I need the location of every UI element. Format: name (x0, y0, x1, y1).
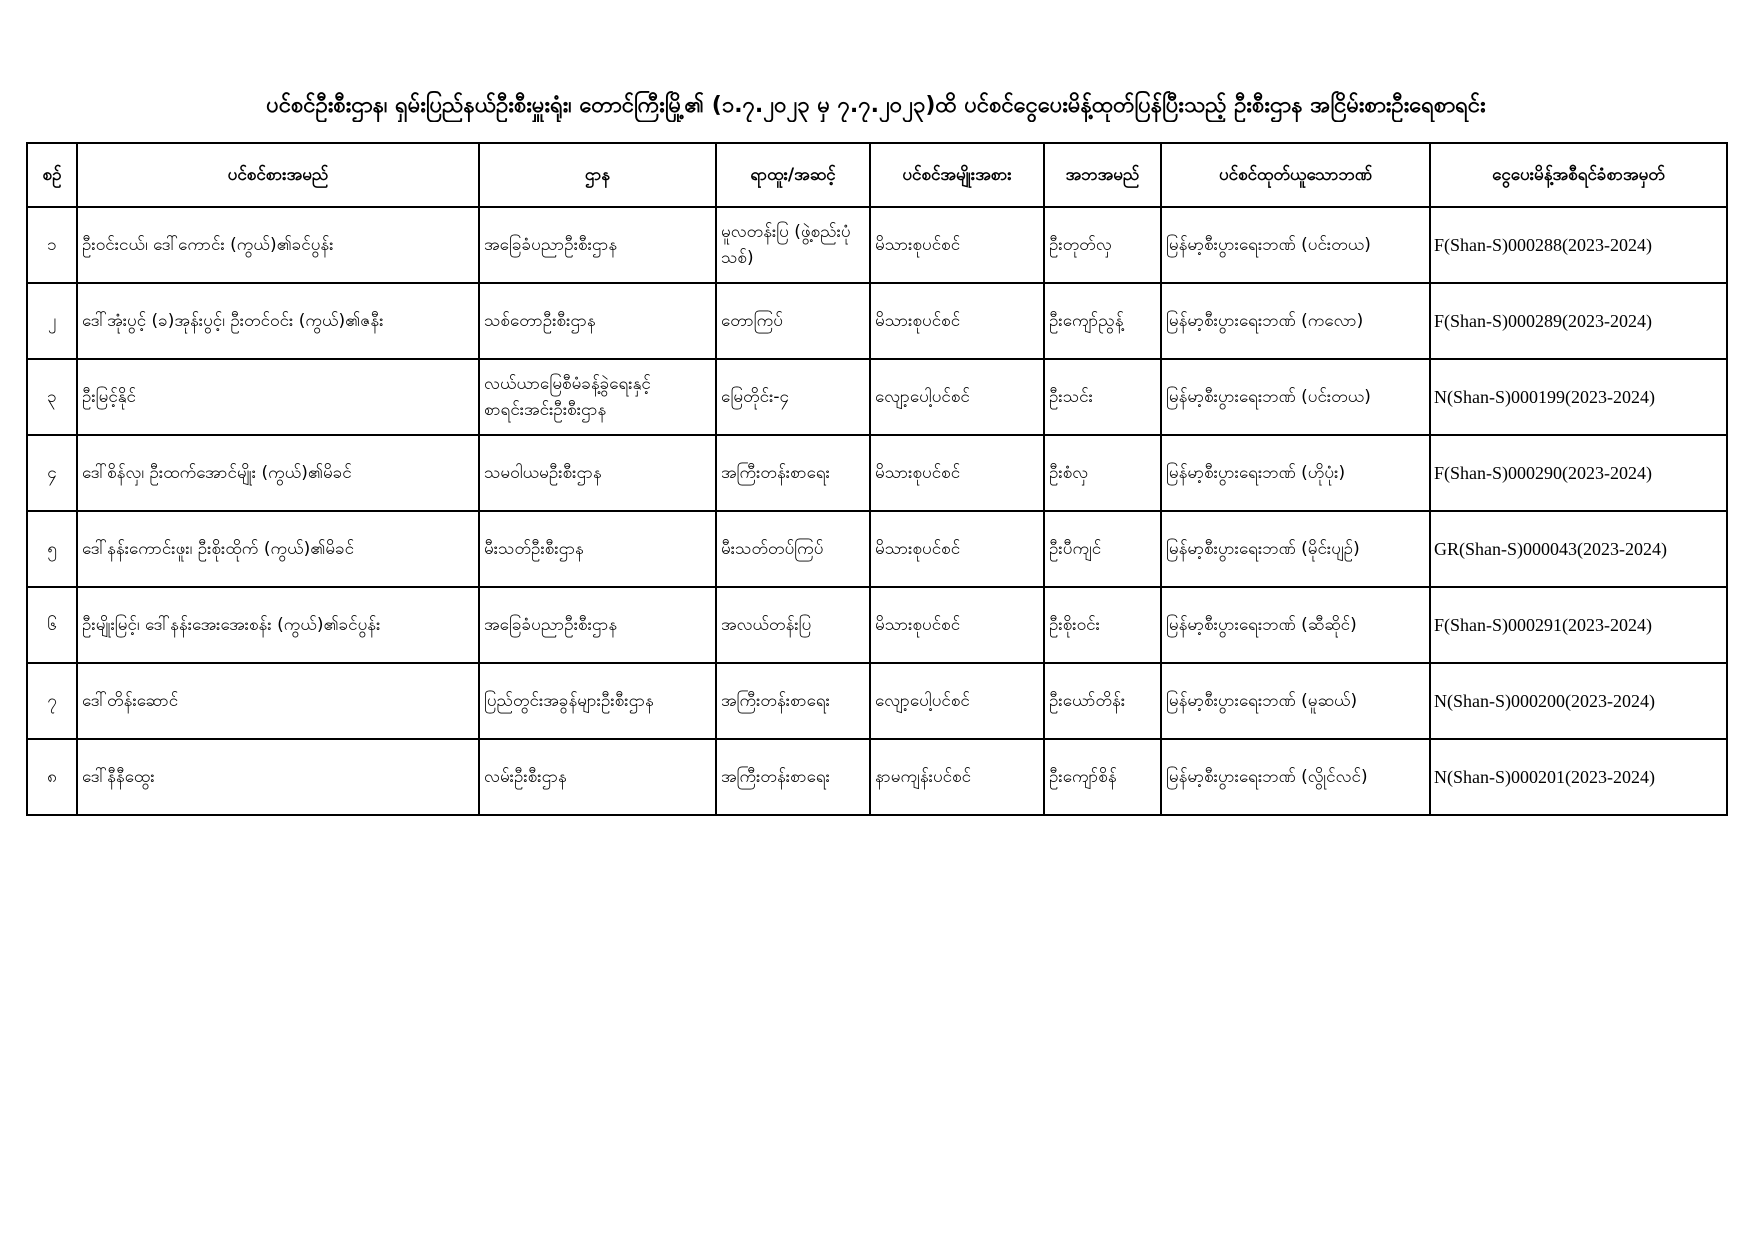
cell-type: မိသားစုပင်စင် (870, 207, 1044, 283)
cell-father: ဦးစံလှ (1044, 435, 1161, 511)
cell-dept: လမ်းဦးစီးဌာန (479, 739, 716, 815)
cell-rank: မူလတန်းပြ (ဖွဲ့စည်းပုံသစ်) (716, 207, 870, 283)
cell-dept: အခြေခံပညာဦးစီးဌာန (479, 207, 716, 283)
cell-bank: မြန်မာ့စီးပွားရေးဘဏ် (ဆီဆိုင်) (1161, 587, 1430, 663)
cell-father: ဦးကျော်ညွန့် (1044, 283, 1161, 359)
cell-no: ၇ (27, 663, 77, 739)
cell-no: ၁ (27, 207, 77, 283)
cell-no: ၆ (27, 587, 77, 663)
cell-father: ဦးယော်တိန်း (1044, 663, 1161, 739)
table-body (27, 207, 1727, 815)
cell-rank: အလယ်တန်းပြ (716, 587, 870, 663)
cell-cert: F(Shan-S)000291(2023-2024) (1430, 587, 1727, 663)
cell-type: မိသားစုပင်စင် (870, 435, 1044, 511)
page-title: ပင်စင်ဦးစီးဌာန၊ ရှမ်းပြည်နယ်ဦးစီးမှူးရုံး၊ တောင်ကြီးမြို့၏ (၁.၇.၂၀၂၃ မှ ၇.၇.၂၀၂၃)ထိ ပင်စင်ငွေပေးမိန့်ထုတ်ပြန်ပြီးသည့် ဦးစီးဌာန အငြိမ်းစားဦးရေစာရင်း (266, 93, 1486, 118)
cell-name: ဒေါ်နန်းကောင်းဖူး၊ ဦးစိုးထိုက် (ကွယ်)၏မိခင် (77, 511, 479, 587)
cell-cert: F(Shan-S)000289(2023-2024) (1430, 283, 1727, 359)
cell-rank: မီးသတ်တပ်ကြပ် (716, 511, 870, 587)
cell-dept: သစ်တောဦးစီးဌာန (479, 283, 716, 359)
cell-cert: F(Shan-S)000290(2023-2024) (1430, 435, 1727, 511)
cell-bank: မြန်မာ့စီးပွားရေးဘဏ် (လွိုင်လင်) (1161, 739, 1430, 815)
cell-bank: မြန်မာ့စီးပွားရေးဘဏ် (မူဆယ်) (1161, 663, 1430, 739)
column-header-bank: ပင်စင်ထုတ်ယူသောဘဏ် (1161, 143, 1430, 207)
cell-rank: အကြီးတန်းစာရေး (716, 663, 870, 739)
cell-father: ဦးသင်း (1044, 359, 1161, 435)
cell-dept: မီးသတ်ဦးစီးဌာန (479, 511, 716, 587)
column-header-type: ပင်စင်အမျိုးအစား (870, 143, 1044, 207)
cell-no: ၄ (27, 435, 77, 511)
cell-cert: GR(Shan-S)000043(2023-2024) (1430, 511, 1727, 587)
cell-bank: မြန်မာ့စီးပွားရေးဘဏ် (ပင်းတယ) (1161, 207, 1430, 283)
cell-type: မိသားစုပင်စင် (870, 511, 1044, 587)
cell-no: ၈ (27, 739, 77, 815)
table-row (27, 511, 1727, 587)
table-row (27, 207, 1727, 283)
cell-name: ဦးဝင်းငယ်၊ ဒေါ်ကောင်း (ကွယ်)၏ခင်ပွန်း (77, 207, 479, 283)
pension-table (26, 142, 1728, 816)
cell-type: လျော့ပေါ့ပင်စင် (870, 663, 1044, 739)
cell-cert: F(Shan-S)000288(2023-2024) (1430, 207, 1727, 283)
cell-name: ဒေါ်စိန်လှ၊ ဦးထက်အောင်မျိုး (ကွယ်)၏မိခင် (77, 435, 479, 511)
cell-no: ၂ (27, 283, 77, 359)
cell-dept: အခြေခံပညာဦးစီးဌာန (479, 587, 716, 663)
cell-name: ဦးမျိုးမြင့်၊ ဒေါ်နန်းအေးအေးစန်း (ကွယ်)၏ခင်ပွန်း (77, 587, 479, 663)
cell-father: ဦးတုတ်လှ (1044, 207, 1161, 283)
table-row (27, 587, 1727, 663)
column-header-rank: ရာထူး/အဆင့် (716, 143, 870, 207)
cell-rank: အကြီးတန်းစာရေး (716, 435, 870, 511)
cell-cert: N(Shan-S)000200(2023-2024) (1430, 663, 1727, 739)
cell-cert: N(Shan-S)000199(2023-2024) (1430, 359, 1727, 435)
column-header-name: ပင်စင်စားအမည် (77, 143, 479, 207)
cell-father: ဦးပီကျင် (1044, 511, 1161, 587)
table-row (27, 283, 1727, 359)
cell-type: နာမကျန်းပင်စင် (870, 739, 1044, 815)
cell-cert: N(Shan-S)000201(2023-2024) (1430, 739, 1727, 815)
cell-type: မိသားစုပင်စင် (870, 587, 1044, 663)
cell-no: ၅ (27, 511, 77, 587)
cell-dept: လယ်ယာမြေစီမံခန့်ခွဲရေးနှင့် စာရင်းအင်းဦးစီးဌာန (479, 359, 716, 435)
cell-rank: အကြီးတန်းစာရေး (716, 739, 870, 815)
cell-bank: မြန်မာ့စီးပွားရေးဘဏ် (ကလော) (1161, 283, 1430, 359)
cell-rank: မြေတိုင်း-၄ (716, 359, 870, 435)
cell-no: ၃ (27, 359, 77, 435)
table-row (27, 435, 1727, 511)
cell-type: လျော့ပေါ့ပင်စင် (870, 359, 1044, 435)
cell-name: ဦးမြင့်နိုင် (77, 359, 479, 435)
table-header-row (27, 143, 1727, 207)
cell-bank: မြန်မာ့စီးပွားရေးဘဏ် (ဟိုပုံး) (1161, 435, 1430, 511)
table-row (27, 739, 1727, 815)
column-header-cert: ငွေပေးမိန့်အစီရင်ခံစာအမှတ် (1430, 143, 1727, 207)
column-header-father: အဘအမည် (1044, 143, 1161, 207)
cell-name: ဒေါ်အုံးပွင့် (ခ)အုန်းပွင့်၊ ဦးတင်ဝင်း (ကွယ်)၏ဇနီး (77, 283, 479, 359)
table-row (27, 663, 1727, 739)
cell-bank: မြန်မာ့စီးပွားရေးဘဏ် (ပင်းတယ) (1161, 359, 1430, 435)
table-row (27, 359, 1727, 435)
cell-name: ဒေါ်တိန်းဆောင် (77, 663, 479, 739)
column-header-no: စဉ် (27, 143, 77, 207)
cell-rank: တောကြပ် (716, 283, 870, 359)
cell-dept: သမဝါယမဦးစီးဌာန (479, 435, 716, 511)
cell-dept: ပြည်တွင်းအခွန်များဦးစီးဌာန (479, 663, 716, 739)
cell-bank: မြန်မာ့စီးပွားရေးဘဏ် (မိုင်းပျဉ်) (1161, 511, 1430, 587)
column-header-dept: ဌာန (479, 143, 716, 207)
cell-name: ဒေါ်နီနီထွေး (77, 739, 479, 815)
cell-father: ဦးကျော်စိန် (1044, 739, 1161, 815)
cell-father: ဦးစိုးဝင်း (1044, 587, 1161, 663)
cell-type: မိသားစုပင်စင် (870, 283, 1044, 359)
